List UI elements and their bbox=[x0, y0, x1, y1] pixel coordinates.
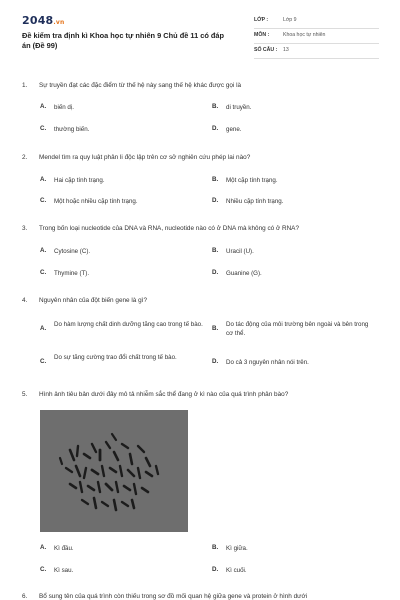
meta-row-grade bbox=[254, 14, 379, 29]
meta-value: 13 bbox=[283, 47, 289, 53]
option-letter: A. bbox=[40, 325, 47, 332]
question-text: Trong bốn loại nucleotide của DNA và RNA, nucleotide nào có ở DNA mà không có ở RNA? bbox=[39, 225, 300, 232]
option-text: Do cả 3 nguyên nhân nói trên. bbox=[226, 359, 309, 366]
question-text: Hình ảnh tiêu bản dưới đây mô tả nhiễm sắc thể đang ở kì nào của quá trình phân bào? bbox=[39, 391, 289, 398]
option-text: Guanine (G). bbox=[226, 270, 262, 277]
option-letter: C. bbox=[40, 566, 47, 573]
logo-main-text: 2048 bbox=[22, 14, 54, 27]
question-number: 4. bbox=[22, 297, 28, 304]
meta-key: LỚP : bbox=[254, 17, 269, 23]
question-number: 6. bbox=[22, 593, 28, 600]
option-text: Nhiều cặp tính trạng. bbox=[226, 198, 284, 205]
meta-row-subject bbox=[254, 29, 379, 44]
question-number: 2. bbox=[22, 154, 28, 161]
option-letter: C. bbox=[40, 269, 47, 276]
site-logo[interactable] bbox=[22, 14, 64, 27]
option-letter: B. bbox=[212, 247, 219, 254]
option-text: di truyền. bbox=[226, 104, 252, 111]
logo-suffix-text: .vn bbox=[53, 19, 65, 26]
option-text: Do hàm lượng chất dinh dưỡng tăng cao trong tế bào. bbox=[54, 321, 203, 328]
chromosome-micrograph bbox=[40, 410, 188, 532]
question-number: 3. bbox=[22, 225, 28, 232]
option-letter: C. bbox=[40, 125, 47, 132]
question-text: Nguyên nhân của đột biến gene là gì? bbox=[39, 297, 148, 304]
option-text: thường biến. bbox=[54, 126, 90, 133]
option-text: Kì sau. bbox=[54, 567, 74, 574]
option-text: Cytosine (C). bbox=[54, 248, 91, 255]
option-letter: A. bbox=[40, 103, 47, 110]
question-text: Sự truyền đạt các đặc điểm từ thế hệ này sang thế hệ khác được gọi là bbox=[39, 82, 242, 89]
option-letter: D. bbox=[212, 358, 219, 365]
meta-row-count bbox=[254, 44, 379, 59]
chromosome-micrograph-drawing bbox=[40, 410, 188, 532]
document-header bbox=[0, 0, 400, 70]
option-text: gene. bbox=[226, 126, 242, 133]
option-letter: A. bbox=[40, 176, 47, 183]
option-text: Do tác động của môi trường bên ngoài và bên trong cơ thể. bbox=[226, 321, 369, 337]
question-text: Bổ sung tên của quá trình còn thiếu trong sơ đồ mối quan hệ giữa gene và protein ở hình dưới bbox=[39, 593, 308, 600]
option-text: Một cặp tính trạng. bbox=[226, 177, 278, 184]
option-text: biến dị. bbox=[54, 104, 74, 111]
option-letter: A. bbox=[40, 544, 47, 551]
option-text: Uracil (U). bbox=[226, 248, 254, 255]
option-letter: B. bbox=[212, 176, 219, 183]
option-text: Kì cuối. bbox=[226, 567, 247, 574]
meta-value: Khoa học tự nhiên bbox=[283, 32, 326, 38]
question-number: 5. bbox=[22, 391, 28, 398]
option-text: Một hoặc nhiều cặp tính trạng. bbox=[54, 198, 138, 205]
option-letter: B. bbox=[212, 325, 219, 332]
option-letter: D. bbox=[212, 197, 219, 204]
option-text: Hai cặp tính trạng. bbox=[54, 177, 105, 184]
option-letter: D. bbox=[212, 566, 219, 573]
option-letter: A. bbox=[40, 247, 47, 254]
option-letter: C. bbox=[40, 197, 47, 204]
option-text: Do sự tăng cường trao đổi chất trong tế bào. bbox=[54, 354, 177, 361]
option-text: Kì đầu. bbox=[54, 545, 74, 552]
meta-key: MÔN : bbox=[254, 32, 270, 38]
option-text: Kì giữa. bbox=[226, 545, 248, 552]
option-letter: D. bbox=[212, 125, 219, 132]
meta-value: Lớp 9 bbox=[283, 17, 297, 23]
option-text: Thymine (T). bbox=[54, 270, 90, 277]
option-letter: C. bbox=[40, 358, 47, 365]
option-letter: B. bbox=[212, 103, 219, 110]
meta-key: SỐ CÂU : bbox=[254, 47, 278, 53]
question-text: Mendel tìm ra quy luật phân li độc lập trên cơ sở nghiên cứu phép lai nào? bbox=[39, 154, 251, 161]
question-number: 1. bbox=[22, 82, 28, 89]
document-title: Đề kiểm tra định kì Khoa học tự nhiên 9 Chủ đề 11 có đáp án (Đề 99) bbox=[22, 31, 225, 50]
option-letter: D. bbox=[212, 269, 219, 276]
option-letter: B. bbox=[212, 544, 219, 551]
